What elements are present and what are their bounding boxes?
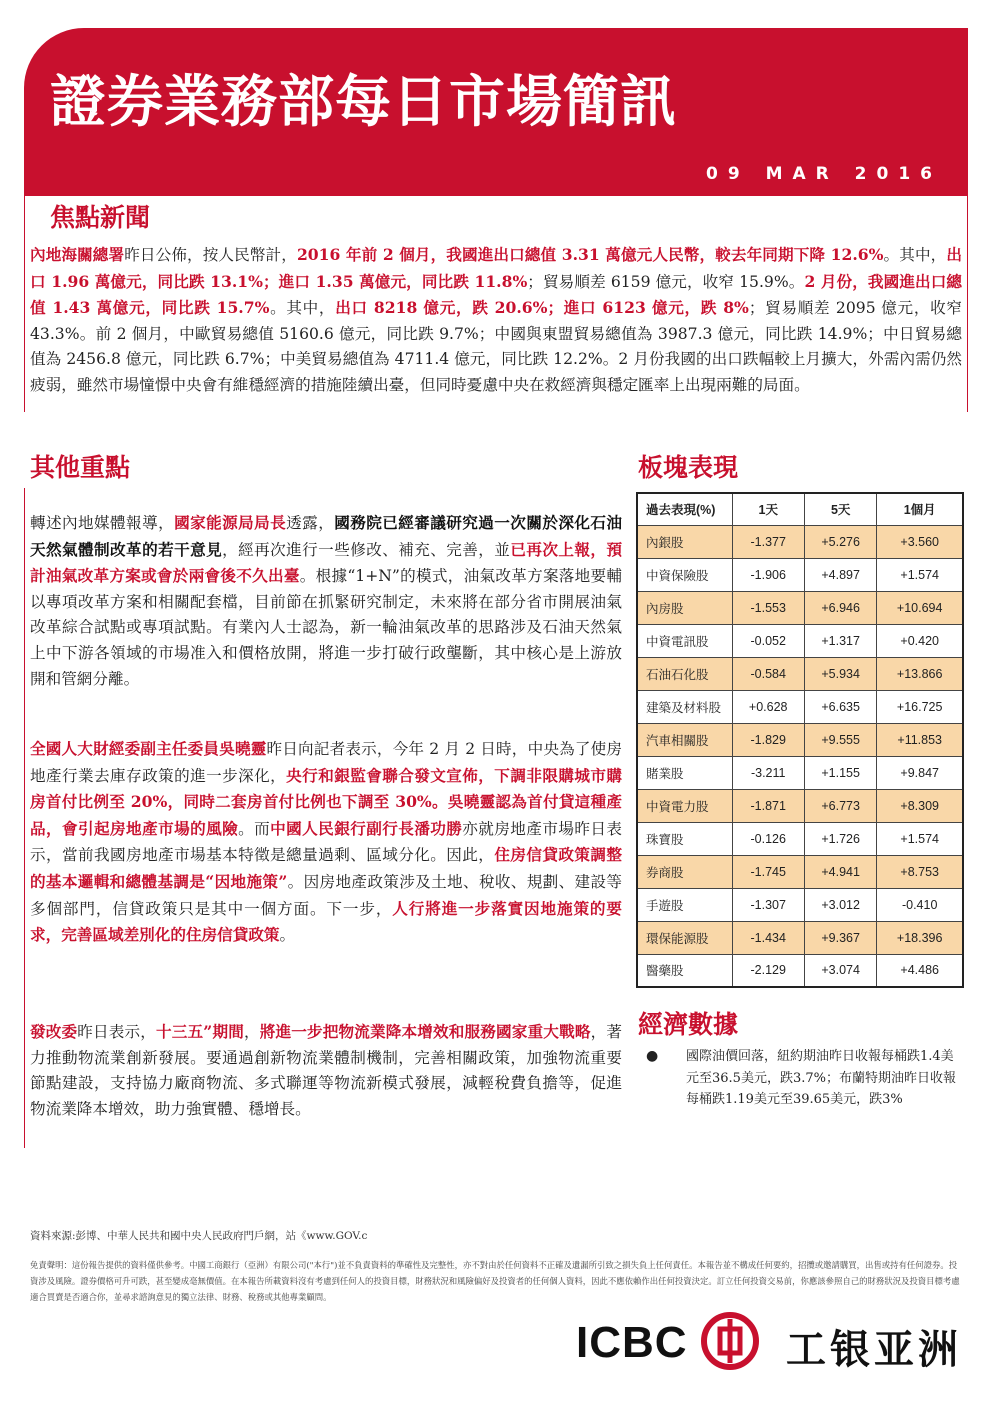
value-1m-cell: -0.410 (877, 888, 963, 921)
column-header-1m: 1個月 (877, 493, 963, 525)
sectors-heading: 板塊表現 (638, 453, 739, 482)
others-paragraph-property (30, 736, 622, 949)
value-1d-cell: -1.871 (732, 789, 804, 822)
others-paragraph-logistics (30, 1019, 622, 1122)
body-text: 。 (279, 926, 296, 945)
sector-name-cell: 賭業股 (637, 756, 732, 789)
highlight-text: 中國人民銀行副行長潘功勝 (270, 818, 463, 838)
highlight-text: 全國人大財經委副主任委員吳曉靈 (30, 739, 267, 758)
highlight-text: 國家能源局局長 (174, 513, 287, 532)
sector-name-cell: 石油石化股 (637, 657, 732, 690)
sector-name-cell: 汽車相關股 (637, 723, 732, 756)
highlight-text: 央行和銀監會聯合發文宣佈，下調非限購城市購房首付比例至 20%，同時二套房首付比例也下調至 30%。吳曉靈認為首付貸這種產品，會引起房地產市場的風險 (30, 765, 622, 838)
value-1m-cell: +10.694 (877, 591, 963, 624)
table-row (637, 723, 963, 756)
value-1d-cell: +0.628 (732, 690, 804, 723)
highlight-text: 將進一步把物流業降本增效和服務國家重大戰略 (259, 1022, 591, 1041)
body-text: 。其中， (883, 246, 947, 264)
value-5d-cell: +4.897 (804, 558, 876, 591)
sector-name-cell: 中資電力股 (637, 789, 732, 822)
table-row (637, 756, 963, 789)
icbc-asia-logo-text: 工银亚洲 (786, 1327, 962, 1373)
value-5d-cell: +1.155 (804, 756, 876, 789)
table-row (637, 558, 963, 591)
sector-name-cell: 中資保險股 (637, 558, 732, 591)
economy-bullet (644, 1046, 964, 1111)
body-text: ；貿易順差 2095 億元，收窄 43.3%。前 2 個月，中歐貿易總值 5160.6 億元，同比跌 9.7%；中國與東盟貿易總值為 3987.3 億元，同比跌 14.9%；中日貿易總值為 2456.8 億元，同比跌 6.7%；中美貿易總值為 4711.4 億元，同比跌 12.2%。2 月份我國的出口跌幅較上月擴大，外需內需仍然疲弱，雖然市場憧憬中央會有維穩經濟的措施陸續出臺，但同時憂慮中央在救經濟與穩定匯率上出現兩難的局面。 (30, 299, 962, 394)
others-heading: 其他重點 (30, 453, 131, 482)
body-text: 透露， (286, 514, 335, 532)
sector-name-cell: 環保能源股 (637, 921, 732, 954)
value-5d-cell: +5.276 (804, 525, 876, 558)
table-row (637, 921, 963, 954)
highlight-text: 住房信貸政策調整的基本邏輯和總體基調是“因地施策” (30, 845, 622, 891)
body-text: 。其中， (269, 299, 336, 317)
value-1m-cell: +11.853 (877, 723, 963, 756)
table-row (637, 624, 963, 657)
sector-name-cell: 中資電訊股 (637, 624, 732, 657)
body-text: 。因房地產政策涉及土地、稅收、規劃、建設等多個部門，信貸政策只是其中一個方面。下一步， (30, 872, 622, 918)
value-1d-cell: -1.906 (732, 558, 804, 591)
value-1d-cell: -0.584 (732, 657, 804, 690)
value-5d-cell: +4.941 (804, 855, 876, 888)
page-title: 證券業務部每日市場簡訊 (50, 70, 677, 135)
value-5d-cell: +6.773 (804, 789, 876, 822)
table-row (637, 525, 963, 558)
sector-name-cell: 手遊股 (637, 888, 732, 921)
value-5d-cell: +9.367 (804, 921, 876, 954)
value-5d-cell: +1.317 (804, 624, 876, 657)
value-5d-cell: +3.074 (804, 954, 876, 987)
body-text: 亦就房地產市場昨日表示，當前我國房地產市場基本特徵是總量過剩、區域分化。因此， (30, 819, 622, 865)
highlight-text: 出口 1.96 萬億元，同比跌 13.1%；進口 1.35 萬億元，同比跌 11.8% (30, 245, 962, 291)
sector-name-cell: 醫藥股 (637, 954, 732, 987)
highlight-text: 出口 8218 億元，跌 20.6%；進口 6123 億元，跌 8% (335, 298, 749, 317)
focus-news-heading: 焦點新聞 (50, 203, 151, 232)
body-text: 轉述內地媒體報導， (30, 514, 175, 532)
table-row (637, 591, 963, 624)
sector-name-cell: 內銀股 (637, 525, 732, 558)
body-text: 。根據“1+N”的模式，油氣改革方案落地要輔以專項改革方案和相關配套檔，目前節在抓緊研究制定，未來將在部分省市開展油氣改革綜合試點或專項試點。有業內人士認為，新一輪油氣改革的思路涉及石油天然氣上中下游各領域的市場准入和價格放開，將進一步打破行政壟斷，其中核心是上游放開和管網分離。 (30, 567, 622, 688)
sector-name-cell: 券商股 (637, 855, 732, 888)
value-1m-cell: +3.560 (877, 525, 963, 558)
value-1d-cell: -0.052 (732, 624, 804, 657)
value-1m-cell: +4.486 (877, 954, 963, 987)
value-1d-cell: -1.307 (732, 888, 804, 921)
source-note: 資料來源:彭博、中華人民共和國中央人民政府門戶網，站《www.GOV.c (30, 1230, 368, 1242)
value-5d-cell: +5.934 (804, 657, 876, 690)
value-1m-cell: +13.866 (877, 657, 963, 690)
report-date: 09 MAR 2016 (706, 164, 942, 184)
others-divider (24, 488, 25, 1148)
value-1m-cell: +1.574 (877, 558, 963, 591)
economy-bullet-text: 國際油價回落，紐約期油昨日收報每桶跌1.4美元至36.5美元，跌3.7%；布蘭特期油昨日收報每桶跌1.19美元至39.65美元，跌3% (686, 1049, 956, 1107)
column-header-1d: 1天 (732, 493, 804, 525)
value-1m-cell: +16.725 (877, 690, 963, 723)
value-1d-cell: -1.553 (732, 591, 804, 624)
focus-news-body (30, 242, 962, 398)
body-text: ，著力推動物流業創新發展。要通過創新物流業體制機制，完善相關政策，加強物流重要節點建設，支持協力廠商物流、多式聯運等物流新模式發展，減輕稅費負擔等，促進物流業降本增效，助力強實體、穩增長。 (30, 1023, 622, 1118)
value-1m-cell: +9.847 (877, 756, 963, 789)
value-1d-cell: -0.126 (732, 822, 804, 855)
body-text: ，經再次進行一些修改、補充、完善，並 (222, 540, 511, 559)
value-1d-cell: -1.434 (732, 921, 804, 954)
table-row (637, 954, 963, 987)
body-text: ；貿易順差 6159 億元，收窄 15.9%。 (527, 272, 805, 291)
highlight-text: 2 月份，我國進出口總值 1.43 萬億元，同比跌 15.7% (30, 271, 963, 317)
value-1m-cell: +0.420 (877, 624, 963, 657)
body-text: ， (243, 1023, 260, 1041)
body-text: 。而 (238, 819, 271, 838)
table-row (637, 855, 963, 888)
table-row (637, 822, 963, 855)
table-row (637, 888, 963, 921)
value-1d-cell: -2.129 (732, 954, 804, 987)
body-text: 昨日表示， (77, 1023, 157, 1041)
column-header-period: 過去表現(%) (637, 493, 732, 525)
bullet-icon: ● (646, 1048, 659, 1064)
highlight-text: 發改委 (30, 1022, 78, 1041)
icbc-seal-icon (700, 1311, 760, 1371)
highlight-text: 十三五”期間 (156, 1022, 244, 1041)
value-5d-cell: +1.726 (804, 822, 876, 855)
economy-heading: 經濟數據 (638, 1010, 739, 1039)
disclaimer: 免責聲明：這份報告提供的資料僅供參考。中國工商銀行（亞洲）有限公司("本行")並不負責資料的準確性及完整性，亦不對由於任何資料不正確及遺漏所引致之損失負上任何責任。本報告並不構成任何要約，招攬或邀請購買，出售或持有任何證券。投資涉及風險。證券價格可升可跌，甚至變成毫無價值。在本報告所載資料沒有考慮到任何人的投資目標，財務狀況和風險偏好及投資者的任何個人資料，因此不應依賴作出任何投資決定。訂立任何投資交易前，你應該參照自己的財務狀況及投資目標考慮適合買賣是否適合你，並尋求諮詢意見的獨立法律、財務、稅務或其他專業顧問。 (30, 1260, 960, 1302)
bold-text: 國務院已經審議研究過一次關於深化石油天然氣體制改革的若干意見 (30, 513, 622, 559)
table-row (637, 690, 963, 723)
others-paragraph-energy (30, 510, 622, 692)
value-1m-cell: +18.396 (877, 921, 963, 954)
value-1d-cell: -1.745 (732, 855, 804, 888)
value-1m-cell: +1.574 (877, 822, 963, 855)
sector-performance-table (636, 492, 964, 988)
body-text: 昨日公佈，按人民幣計， (124, 246, 297, 264)
sector-name-cell: 內房股 (637, 591, 732, 624)
table-row (637, 657, 963, 690)
highlight-text: 2016 年前 2 個月，我國進出口總值 3.31 萬億元人民幣，較去年同期下降 12.6% (296, 245, 884, 264)
body-text: 昨日向記者表示，今年 2 月 2 日時，中央為了使房地產行業去庫存政策的進一步深化， (30, 740, 622, 785)
table-row (637, 789, 963, 822)
value-5d-cell: +6.946 (804, 591, 876, 624)
sector-name-cell: 珠寶股 (637, 822, 732, 855)
sector-name-cell: 建築及材料股 (637, 690, 732, 723)
value-1d-cell: -1.829 (732, 723, 804, 756)
value-5d-cell: +9.555 (804, 723, 876, 756)
value-5d-cell: +3.012 (804, 888, 876, 921)
value-5d-cell: +6.635 (804, 690, 876, 723)
highlight-text: 內地海關總署 (30, 245, 125, 264)
value-1d-cell: -3.211 (732, 756, 804, 789)
column-header-5d: 5天 (804, 493, 876, 525)
highlight-text: 已再次上報，預計油氣改革方案或會於兩會後不久出臺 (30, 539, 622, 586)
value-1m-cell: +8.753 (877, 855, 963, 888)
value-1m-cell: +8.309 (877, 789, 963, 822)
icbc-logo-text: ICBC (576, 1318, 688, 1367)
value-1d-cell: -1.377 (732, 525, 804, 558)
table-header-row (637, 493, 963, 525)
highlight-text: 人行將進一步落實因地施策的要求，完善區域差別化的住房信貸政策 (30, 898, 622, 945)
